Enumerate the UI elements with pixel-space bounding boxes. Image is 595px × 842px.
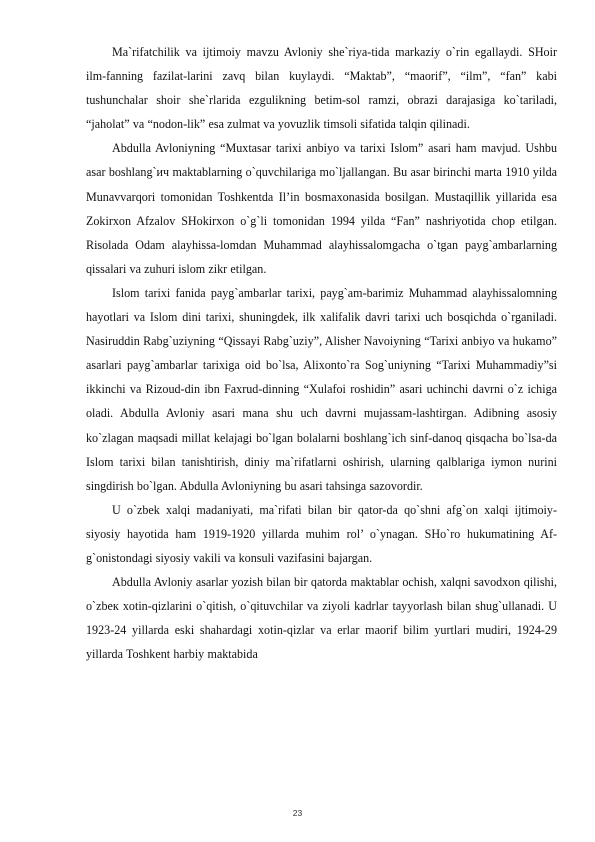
- document-body: [86, 40, 557, 666]
- page-number: 23: [292, 808, 303, 818]
- paragraph-islom-tarixi: Islom tarixi fanida payg`ambarlar tarixi, payg`am-barimiz Muhammad alayhissalomning hayotlari va Islom dini tarixi, shuningdek, ilk xalifalik davri tarixi uch bosqichda o`rganiladi. Nasiruddin Rabg`uziyning “Qissayi Rabg`uziy”, Alisher Navoiyning “Tarixi anbiyo va hukamo” asarlari payg`ambarlar tarixiga oid bo`lsa, Alixonto`ra Sog`uniyning “Tarixi Muhammadiy”si ikkinchi va Rizoud-din ibn Faxrud-dinning “Xulafoi roshidin” asari uchinchi davrni o`z ichiga oladi. Abdulla Avloniy asari mana shu uch davrni mujassam-lashtirgan. Adibning asosiy ko`zlagan maqsadi millat kelajagi bo`lgan bolalarni boshlang`ich sinf-danoq qisqacha bo`lsa-da Islom tarixi bilan tanishtirish, diniy ma`rifatlarni oshirish, ularning qalblariga iymon nurini singdirish bo`lgan. Abdulla Avloniyning bu asari tahsinga sazovordir.: [86, 285, 557, 493]
- paragraph-marifatchilik: Ma`rifatchilik va ijtimoiy mavzu Avloniy she`riya-tida markaziy o`rin egallaydi. SHoir ilm-fanning fazilat-larini zavq bilan kuylaydi. “Maktab”, “maorif”, “ilm”, “fan” kabi tushunchalar shoir she`rlarida ezgulikning betim-sol ramzi, obrazi darajasiga ko`tariladi, “jaholat” va “nodon-lik” esa zulmat va yovuzlik timsoli sifatida talqin qilinadi.: [86, 45, 557, 132]
- paragraph-muxtasar-tarixi: Abdulla Avloniyning “Muxtasar tarixi anbiyo va tarixi Islom” asari ham mavjud. Ushbu asar boshlang`ич maktablarning o`quvchilariga mo`ljallangan. Bu asar birinchi marta 1910 yilda Munavvarqori tomonidan Toshkentda Il’in bosmaxonasida bosilgan. Mustaqillik yillarida esa Zokirxon Afzalov SHokirxon o`g`li tomonidan 1994 yilda “Fan” nashriyotida chop etilgan. Risolada Odam alayhissa-lomdan Muhammad alayhissalomgacha o`tgan payg`ambarlarning qissalari va zuhuri islom zikr etilgan.: [86, 141, 557, 276]
- paragraph-maktablar: Abdulla Avloniy asarlar yozish bilan bir qatorda maktablar ochish, xalqni savodxon qilishi, o`zbeк xotin-qizlarini o`qitish, o`qituvchilar va ziyoli kadrlar tayyorlash bilan shug`ullanadi. U 1923-24 yillarda eski shahardagi xotin-qizlar va erlar maorif bilim yurtlari mudiri, 1924-29 yillarda Toshkent harbiy maktabida: [86, 575, 557, 662]
- paragraph-afgon: U o`zbek xalqi madaniyati, ma`rifati bilan bir qator-da qo`shni afg`on xalqi ijtimoiy-siyosiy hayotida ham 1919-1920 yillarda muhim rol’ o`ynagan. SHo`ro hukumatining Af-g`onistondagi siyosiy vakili va konsuli vazifasini bajargan.: [86, 502, 557, 565]
